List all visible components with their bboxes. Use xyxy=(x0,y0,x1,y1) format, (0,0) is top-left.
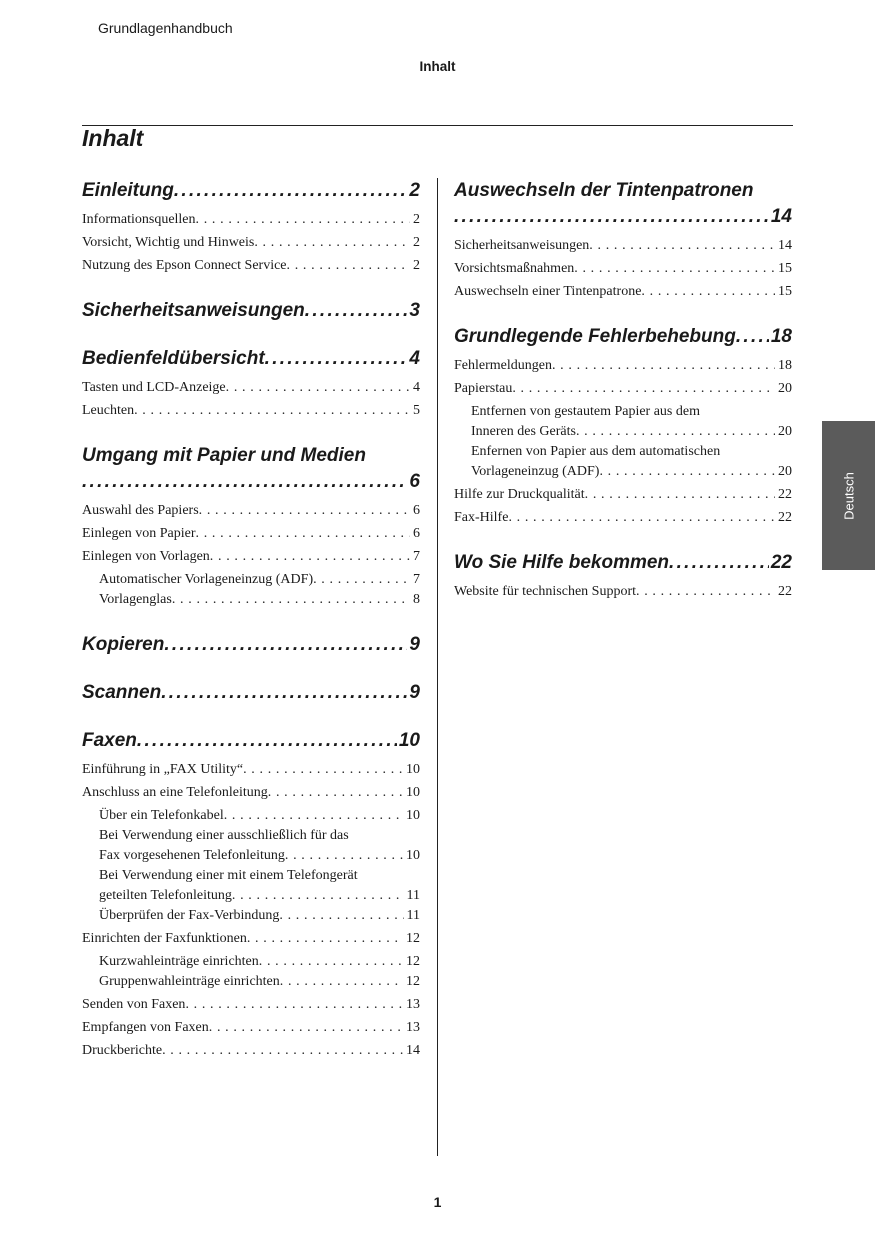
dot-leader xyxy=(196,210,410,230)
dot-leader xyxy=(279,906,403,926)
entry-page: 18 xyxy=(778,358,792,373)
dot-leader xyxy=(268,783,403,803)
dot-leader xyxy=(134,401,410,421)
section-title: Kopieren xyxy=(82,634,165,655)
toc-section-sicherheitsanweisungen[interactable] xyxy=(82,298,420,324)
entry-text: Inneren des Geräts xyxy=(471,424,576,439)
section-title: Wo Sie Hilfe bekommen xyxy=(454,552,670,573)
entry-page: 2 xyxy=(413,235,420,250)
toc-entry-list xyxy=(454,236,792,302)
dot-leader xyxy=(287,256,410,276)
dot-leader xyxy=(636,582,775,602)
toc-left-column xyxy=(82,178,420,1065)
entry-page: 13 xyxy=(406,1020,420,1035)
toc-entry[interactable] xyxy=(82,547,420,567)
entry-page: 10 xyxy=(406,762,420,777)
section-page: 10 xyxy=(398,730,420,751)
entry-text: Nutzung des Epson Connect Service xyxy=(82,258,287,273)
entry-text: Anschluss an eine Telefonleitung xyxy=(82,785,268,800)
toc-entry-list xyxy=(82,501,420,610)
toc-entry[interactable] xyxy=(454,379,792,399)
section-title: Grundlegende Fehlerbehebung xyxy=(454,326,736,347)
toc-entry[interactable] xyxy=(454,356,792,376)
toc-section-auswechseln-der-tintenpatronen[interactable] xyxy=(454,178,792,230)
entry-text: Einrichten der Faxfunktionen xyxy=(82,931,247,946)
entry-text: Einlegen von Papier xyxy=(82,526,196,541)
toc-subentry[interactable] xyxy=(454,402,792,442)
column-divider xyxy=(437,178,438,1156)
entry-page: 15 xyxy=(778,261,792,276)
dot-leader xyxy=(137,728,397,754)
dot-leader xyxy=(669,550,769,576)
section-page: 9 xyxy=(409,682,420,703)
entry-page: 6 xyxy=(413,503,420,518)
language-tab-label: Deutsch xyxy=(841,471,856,520)
toc-entry-list xyxy=(82,378,420,421)
toc-entry[interactable] xyxy=(82,210,420,230)
toc-entry[interactable] xyxy=(82,378,420,398)
toc-entry[interactable] xyxy=(454,259,792,279)
entry-text: Vorlageneinzug (ADF) xyxy=(471,464,600,479)
entry-page: 11 xyxy=(406,888,420,903)
toc-right-column xyxy=(454,178,792,606)
entry-text-line: Enfernen von Papier aus dem automatischen xyxy=(471,444,721,459)
toc-entry[interactable] xyxy=(82,256,420,276)
section-page: 2 xyxy=(409,180,420,201)
entry-text: Vorlagenglas xyxy=(99,592,172,607)
dot-leader xyxy=(585,485,775,505)
toc-subentry[interactable] xyxy=(82,806,420,826)
section-page: 22 xyxy=(770,552,792,573)
entry-text: Überprüfen der Fax-Verbindung xyxy=(99,908,280,923)
dot-leader xyxy=(243,760,403,780)
toc-entry[interactable] xyxy=(454,485,792,505)
entry-text: Einlegen von Vorlagen xyxy=(82,549,210,564)
dot-leader xyxy=(574,259,775,279)
entry-page: 12 xyxy=(406,954,420,969)
entry-text-line: Bei Verwendung einer ausschließlich für das xyxy=(99,828,349,843)
entry-text-line: Bei Verwendung einer mit einem Telefongerät xyxy=(99,868,358,883)
toc-entry[interactable] xyxy=(82,524,420,544)
entry-text: Informationsquellen xyxy=(82,212,196,227)
entry-page: 14 xyxy=(406,1043,420,1058)
entry-page: 2 xyxy=(413,212,420,227)
toc-section-scannen[interactable] xyxy=(82,680,420,706)
dot-leader xyxy=(313,570,410,590)
entry-page: 20 xyxy=(778,424,792,439)
toc-section-grundlegende-fehlerbehebung[interactable] xyxy=(454,324,792,350)
page-number: 1 xyxy=(433,1194,442,1210)
dot-leader xyxy=(285,846,403,866)
dot-leader xyxy=(512,379,775,399)
dot-leader xyxy=(185,995,403,1015)
dot-leader xyxy=(589,236,775,256)
toc-entry[interactable] xyxy=(82,1018,420,1038)
dot-leader xyxy=(599,462,775,482)
entry-text: Druckberichte xyxy=(82,1043,163,1058)
entry-text: Fehlermeldungen xyxy=(454,358,552,373)
dot-leader xyxy=(174,178,408,204)
entry-text: Website für technischen Support xyxy=(454,584,636,599)
dot-leader xyxy=(210,547,410,567)
dot-leader xyxy=(280,972,403,992)
entry-text: Fax vorgesehenen Telefonleitung xyxy=(99,848,285,863)
entry-text: Gruppenwahleinträge einrichten xyxy=(99,974,280,989)
entry-page: 10 xyxy=(406,808,420,823)
toc-section-einleitung[interactable] xyxy=(82,178,420,204)
toc-entry[interactable] xyxy=(454,236,792,256)
section-page: 18 xyxy=(770,326,792,347)
dot-leader xyxy=(454,204,769,230)
dot-leader xyxy=(161,680,407,706)
dot-leader xyxy=(508,508,775,528)
entry-page: 12 xyxy=(406,931,420,946)
entry-page: 13 xyxy=(406,997,420,1012)
toc-entry[interactable] xyxy=(82,760,420,780)
dot-leader xyxy=(224,806,403,826)
toc-entry-list xyxy=(82,760,420,1061)
entry-text: Auswechseln einer Tintenpatrone xyxy=(454,284,642,299)
dot-leader xyxy=(199,501,410,521)
dot-leader xyxy=(196,524,410,544)
entry-text: Senden von Faxen xyxy=(82,997,186,1012)
entry-text: Vorsichtsmaßnahmen xyxy=(454,261,575,276)
toc-section-bedienfeldubersicht[interactable] xyxy=(82,346,420,372)
toc-entry[interactable] xyxy=(82,929,420,949)
dot-leader xyxy=(232,886,404,906)
entry-text-line: Entfernen von gestautem Papier aus dem xyxy=(471,404,700,419)
entry-text: geteilten Telefonleitung xyxy=(99,888,232,903)
toc-entry-list xyxy=(454,356,792,528)
entry-page: 14 xyxy=(778,238,792,253)
dot-leader xyxy=(305,298,408,324)
toc-subentry[interactable] xyxy=(82,972,420,992)
toc-entry[interactable] xyxy=(82,995,420,1015)
dot-leader xyxy=(82,469,407,495)
entry-page: 15 xyxy=(778,284,792,299)
entry-page: 8 xyxy=(413,592,420,607)
toc-entry[interactable] xyxy=(454,508,792,528)
top-rule xyxy=(82,125,793,126)
toc-entry-list xyxy=(454,582,792,602)
entry-page: 2 xyxy=(413,258,420,273)
running-header-manual-title: Grundlagenhandbuch xyxy=(98,20,233,36)
toc-entry[interactable] xyxy=(454,582,792,602)
entry-page: 22 xyxy=(778,510,792,525)
toc-entry[interactable] xyxy=(82,233,420,253)
entry-page: 22 xyxy=(778,584,792,599)
entry-page: 10 xyxy=(406,848,420,863)
section-title: Faxen xyxy=(82,730,137,751)
toc-section-kopieren[interactable] xyxy=(82,632,420,658)
dot-leader xyxy=(641,282,775,302)
dot-leader xyxy=(209,1018,403,1038)
toc-section-wo-sie-hilfe-bekommen[interactable] xyxy=(454,550,792,576)
entry-text: Empfangen von Faxen xyxy=(82,1020,209,1035)
section-title: Einleitung xyxy=(82,180,174,201)
entry-text: Vorsicht, Wichtig und Hinweis xyxy=(82,235,255,250)
dot-leader xyxy=(172,590,410,610)
section-page: 14 xyxy=(770,206,792,227)
page-title: Inhalt xyxy=(82,125,144,151)
entry-page: 6 xyxy=(413,526,420,541)
entry-text: Papierstau xyxy=(454,381,513,396)
section-page: 6 xyxy=(409,471,420,492)
toc-subentry[interactable] xyxy=(82,590,420,610)
entry-text: Hilfe zur Druckqualität xyxy=(454,487,585,502)
dot-leader xyxy=(736,324,769,350)
toc-subentry[interactable] xyxy=(82,826,420,866)
entry-page: 10 xyxy=(406,785,420,800)
entry-page: 4 xyxy=(413,380,420,395)
section-title: Auswechseln der Tintenpatronen xyxy=(454,180,754,201)
section-title: Scannen xyxy=(82,682,162,703)
toc-entry-list xyxy=(82,210,420,276)
toc-subentry[interactable] xyxy=(82,952,420,972)
dot-leader xyxy=(247,929,403,949)
entry-text: Tasten und LCD-Anzeige xyxy=(82,380,226,395)
language-tab[interactable] xyxy=(822,421,875,570)
toc-subentry[interactable] xyxy=(454,442,792,482)
toc-subentry[interactable] xyxy=(82,866,420,906)
toc-section-umgang-mit-papier-und-medien[interactable] xyxy=(82,443,420,495)
section-title: Umgang mit Papier und Medien xyxy=(82,445,366,466)
running-header-section: Inhalt xyxy=(419,59,456,74)
entry-page: 7 xyxy=(413,549,420,564)
entry-text: Auswahl des Papiers xyxy=(82,503,199,518)
entry-page: 22 xyxy=(778,487,792,502)
section-page: 9 xyxy=(409,634,420,655)
section-title: Bedienfeldübersicht xyxy=(82,348,265,369)
entry-text: Einführung in „FAX Utility“ xyxy=(82,762,244,777)
toc-subentry[interactable] xyxy=(82,570,420,590)
entry-page: 5 xyxy=(413,403,420,418)
entry-text: Automatischer Vorlageneinzug (ADF) xyxy=(99,572,314,587)
entry-page: 7 xyxy=(413,572,420,587)
entry-text: Leuchten xyxy=(82,403,135,418)
dot-leader xyxy=(164,632,407,658)
entry-page: 12 xyxy=(406,974,420,989)
dot-leader xyxy=(576,422,775,442)
dot-leader xyxy=(552,356,775,376)
dot-leader xyxy=(226,378,410,398)
dot-leader xyxy=(259,952,403,972)
toc-section-faxen[interactable] xyxy=(82,728,420,754)
entry-text: Kurzwahleinträge einrichten xyxy=(99,954,259,969)
entry-text: Über ein Telefonkabel xyxy=(99,808,224,823)
toc-entry[interactable] xyxy=(454,282,792,302)
entry-text: Sicherheitsanweisungen xyxy=(454,238,590,253)
section-page: 4 xyxy=(409,348,420,369)
toc-entry[interactable] xyxy=(82,783,420,803)
toc-entry[interactable] xyxy=(82,401,420,421)
toc-entry[interactable] xyxy=(82,1041,420,1061)
dot-leader xyxy=(162,1041,403,1061)
dot-leader xyxy=(265,346,408,372)
section-page: 3 xyxy=(409,300,420,321)
entry-page: 20 xyxy=(778,464,792,479)
section-title: Sicherheitsanweisungen xyxy=(82,300,305,321)
toc-subentry[interactable] xyxy=(82,906,420,926)
entry-page: 20 xyxy=(778,381,792,396)
entry-text: Fax-Hilfe xyxy=(454,510,509,525)
dot-leader xyxy=(254,233,410,253)
entry-page: 11 xyxy=(406,908,420,923)
toc-entry[interactable] xyxy=(82,501,420,521)
